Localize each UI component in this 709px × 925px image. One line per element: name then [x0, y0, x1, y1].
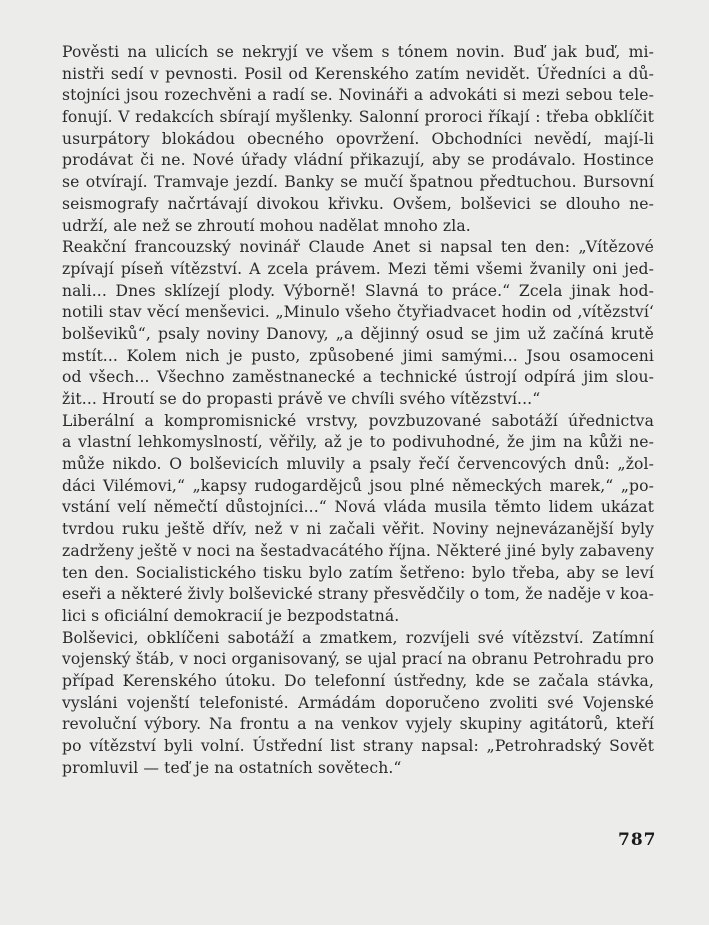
text-line: prodávat či ne. Nové úřady vládní přikazují, aby se prodávalo. Hostince: [62, 151, 654, 170]
text-line: notili stav věcí menševici. „Minulo všeho čtyřiadvacet hodin od ‚vítězství‘: [62, 303, 654, 322]
text-line: nistři sedí v pevnosti. Posil od Kerenského zatím nevidět. Úředníci a dů-: [62, 64, 654, 83]
text-line: revoluční výbory. Na frontu a na venkov vyjely skupiny agitátorů, kteří: [62, 715, 654, 734]
text-line: ten den. Socialistického tisku bylo zatím šetřeno: bylo třeba, aby se leví: [62, 563, 654, 582]
text-line: stojníci jsou rozechvěni a radí se. Novináři a advokáti si mezi sebou tele-: [62, 86, 654, 105]
text-line: se otvírají. Tramvaje jezdí. Banky se mučí špatnou předtuchou. Bursovní: [62, 173, 654, 192]
text-line: promluvil — teď je na ostatních sovětech.“: [62, 758, 402, 777]
text-line: mstít... Kolem nich je pusto, způsobené jimi samými... Jsou osamoceni: [62, 346, 654, 365]
text-line: Reakční francouzský novinář Claude Anet si napsal ten den: „Vítězové: [62, 238, 654, 257]
text-line: zpívají píseň vítězství. A zcela právem. Mezi těmi všemi žvanily oni jed-: [62, 259, 654, 278]
text-line: od všech... Všechno zaměstnanecké a technické ústrojí odpírá jim slou-: [62, 368, 654, 387]
text-line: eseři a některé živly bolševické strany přesvědčily o tom, že naděje v koa-: [62, 585, 654, 604]
text-line: Bolševici, obklíčeni sabotáží a zmatkem, rozvíjeli své vítězství. Zatímní: [62, 628, 654, 647]
text-line: vysláni vojenští telefonisté. Armádám doporučeno zvoliti své Vojenské: [62, 693, 654, 712]
text-line: udrží, ale než se zhroutí mohou nadělat mnoho zla.: [62, 216, 471, 235]
text-line: a vlastní lehkomyslností, věřily, až je to podivuhodné, že jim na kůži ne-: [62, 433, 654, 452]
text-line: žit... Hroutí se do propasti právě ve chvíli svého vítězství...“: [62, 390, 541, 408]
body-text: [62, 42, 654, 779]
text-line: vojenský štáb, v noci organisovaný, se ujal prací na obranu Petrohradu pro: [62, 650, 654, 669]
text-line: seismografy načrtávají divokou křivku. Ovšem, bolševici se dlouho ne-: [62, 194, 654, 213]
text-line: tvrdou ruku ještě dřív, než v ni začali věřit. Noviny nejnevázanější byly: [62, 520, 654, 539]
text-line: vstání velí němečtí důstojníci...“ Nová vláda musila těmto lidem ukázat: [62, 498, 654, 517]
text-line: nali... Dnes sklízejí plody. Výborně! Slavná to práce.“ Zcela jinak hod-: [62, 281, 654, 300]
page-number: 787: [618, 830, 657, 850]
text-line: usurpátory blokádou obecného opovržení. Obchodníci nevědí, mají-li: [62, 129, 654, 148]
text-line: může nikdo. O bolševicích mluvily a psaly řečí červencových dnů: „žol-: [62, 455, 654, 474]
text-line: bolševiků“, psaly noviny Danovy, „a dějinný osud se jim už začíná krutě: [62, 324, 654, 343]
text-line: Pověsti na ulicích se nekryjí ve všem s tónem novin. Buď jak buď, mi-: [62, 43, 654, 61]
text-line: fonují. V redakcích sbírají myšlenky. Salonní proroci říkají : třeba obklíčit: [62, 108, 654, 127]
text-line: případ Kerenského útoku. Do telefonní ústředny, kde se začala stávka,: [62, 671, 654, 690]
text-line: po vítězství byli volní. Ústřední list strany napsal: „Petrohradský Sovět: [62, 737, 654, 755]
text-line: dáci Vilémovi,“ „kapsy rudogardějců jsou plné německých marek,“ „po-: [62, 476, 654, 495]
text-line: zadrženy ještě v noci na šestadvacátého října. Některé jiné byly zabaveny: [62, 541, 654, 560]
text-line: lici s oficiální demokracií je bezpodstatná.: [62, 606, 400, 625]
text-line: Liberální a kompromisnické vrstvy, povzbuzované sabotáží úřednictva: [62, 411, 654, 430]
